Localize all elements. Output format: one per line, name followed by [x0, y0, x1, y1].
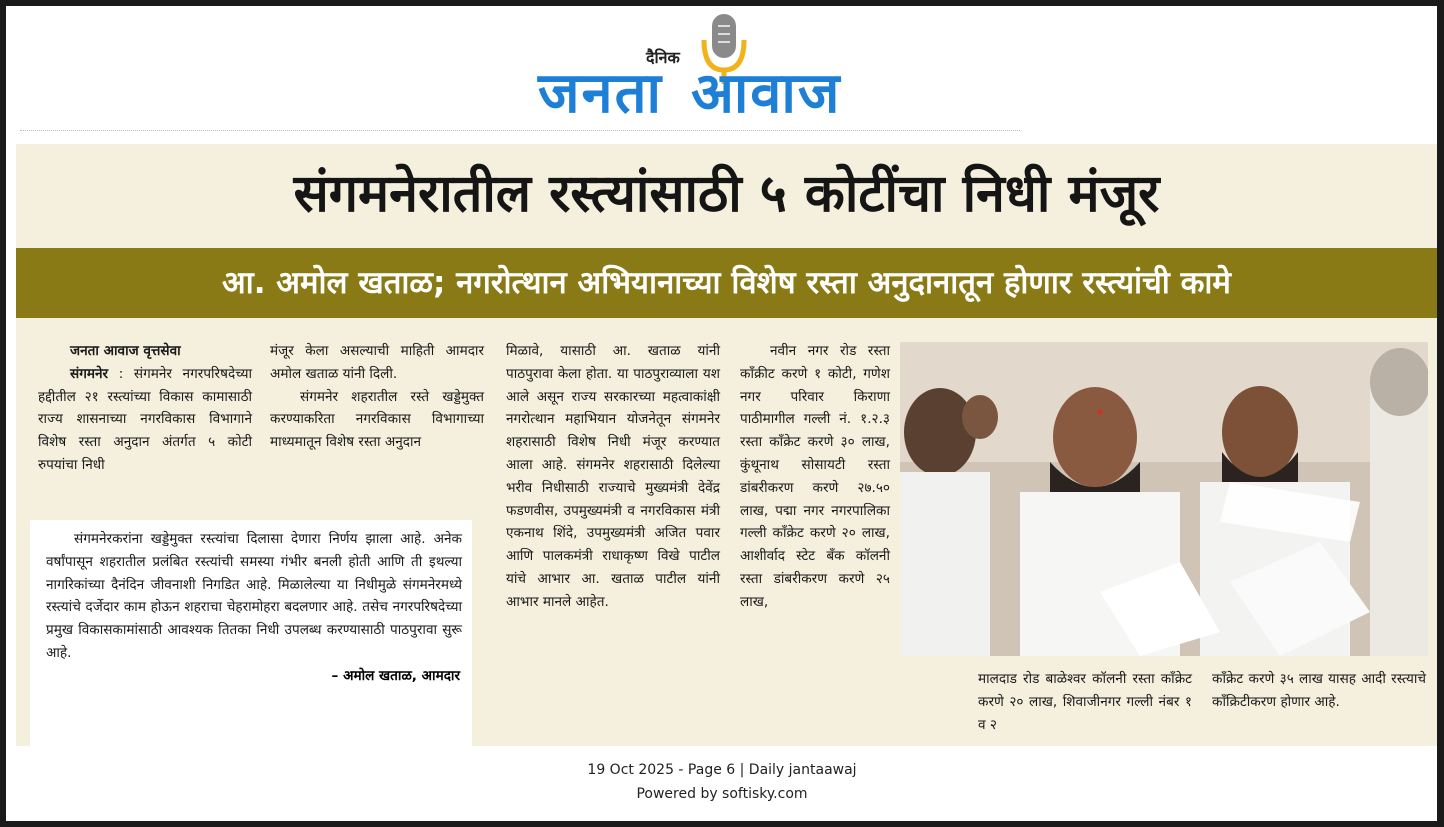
- column-2-paragraph-2: संगमनेर शहरातील रस्ते खड्डेमुक्त करण्याकरिता नगरविकास विभागाच्या माध्यमातून विशेष रस्ता अनुदान: [270, 388, 484, 451]
- column-4-text: नवीन नगर रोड रस्ता कॉंक्रीट करणे १ कोटी, गणेश नगर परिवार किराणा पाठीमागील गल्ली नं. १.२.३ रस्ता कॉंक्रेट करणे ३० लाख, कुंथूनाथ सोसायटी रस्ता डांबरीकरण करणे २७.५० लाख, पद्मा नगर नगरपालिका गल्ली कॉंक्रेट करणे २० लाख, आशीर्वाद स्टेट बँक कॉलनी रस्ता डांबरीकरण करणे २५ लाख,: [740, 343, 890, 610]
- article-subhead: आ. अमोल खताळ; नगरोत्थान अभियानाच्या विशेष रस्ता अनुदानातून होणार रस्त्यांची कामे: [222, 265, 1231, 301]
- article-photo: [900, 342, 1428, 656]
- column-6-text: कॉंक्रेट करणे ३५ लाख यासह आदी रस्त्याचे कॉंक्रिटीकरण होणार आहे.: [1212, 671, 1426, 710]
- masthead-title: [538, 62, 842, 126]
- column-1-text: : संगमनेर नगरपरिषदेच्या हद्दीतील २१ रस्त्यांच्या विकास कामासाठी राज्य शासनाच्या नगरविकास विभागाने विशेष रस्ता अनुदान अंतर्गत ५ कोटी रुपयांचा निधी: [38, 365, 252, 473]
- footer-powered-by: Powered by softisky.com: [636, 786, 808, 802]
- masthead: [526, 10, 926, 130]
- quote-text: संगमनेरकरांना खड्डेमुक्त रस्त्यांचा दिलासा देणारा निर्णय झाला आहे. अनेक वर्षांपासून शहरातील प्रलंबित रस्त्यांची समस्या गंभीर बनली होती आणि ती इथल्या नागरिकांच्या दैनंदिन जीवनाशी निगडित आहे. मिळालेल्या या निधीमुळे संगमनेरमध्ये रस्त्यांचे दर्जेदार काम होऊन शहराचा चेहरामोहरा बदलणार आहे. तसेच नगरपरिषदेच्या प्रमुख विकासकामांसाठी आवश्यक तितका निधी उपलब्ध करण्यासाठी पाठपुरावा सुरू आहे.: [46, 531, 462, 661]
- article-column-4: [740, 340, 890, 614]
- photo-illustration: [900, 342, 1428, 656]
- masthead-daily-label: दैनिक: [646, 48, 680, 67]
- quote-signature: – अमोल खताळ, आमदार: [331, 667, 460, 684]
- page-footer: [0, 758, 1444, 806]
- footer-date-page: 19 Oct 2025 - Page 6 | Daily jantaawaj: [587, 762, 857, 778]
- divider: [20, 130, 1020, 137]
- masthead-title-right: आवाज: [691, 61, 842, 126]
- newspaper-page: [6, 6, 1437, 821]
- byline: जनता आवाज वृत्तसेवा: [70, 343, 181, 359]
- article-column-2: [270, 340, 484, 454]
- article: [16, 144, 1437, 746]
- column-3-text: मिळावे, यासाठी आ. खताळ यांनी पाठपुरावा केला होता. या पाठपुराव्याला यश आले असून राज्य सरकारच्या महत्वाकांक्षी नगरोत्थान महाभियान योजनेतून संगमनेर शहरासाठी विशेष निधी मंजूर करण्यात आला आहे. संगमनेर शहरासाठी दिलेल्या भरीव निधीसाठी राज्याचे मुख्यमंत्री देवेंद्र फडणवीस, उपमुख्यमंत्री व नगरविकास मंत्री एकनाथ शिंदे, उपमुख्यमंत्री अजित पवार आणि पालकमंत्री राधाकृष्ण विखे पाटील यांचे आभार आ. खताळ पाटील यांनी आभार मानले आहेत.: [506, 343, 720, 610]
- dateline-place: संगमनेर: [70, 365, 109, 382]
- column-5-text: मालदाड रोड बाळेश्वर कॉलनी रस्ता कॉंक्रेट करणे २० लाख, शिवाजीनगर गल्ली नंबर १ व २: [978, 671, 1192, 733]
- column-2-paragraph-1: मंजूर केला असल्याची माहिती आमदार अमोल खताळ यांनी दिली.: [270, 343, 484, 382]
- article-column-3: [506, 340, 720, 614]
- article-headline: संगमनेरातील रस्त्यांसाठी ५ कोटींचा निधी मंजूर: [293, 164, 1160, 224]
- masthead-title-left: जनता: [538, 61, 664, 126]
- article-column-5: [978, 668, 1192, 736]
- subhead-bar: [16, 248, 1437, 318]
- article-column-6: [1212, 668, 1426, 714]
- quote-box: [30, 520, 472, 748]
- article-column-1: [38, 340, 252, 477]
